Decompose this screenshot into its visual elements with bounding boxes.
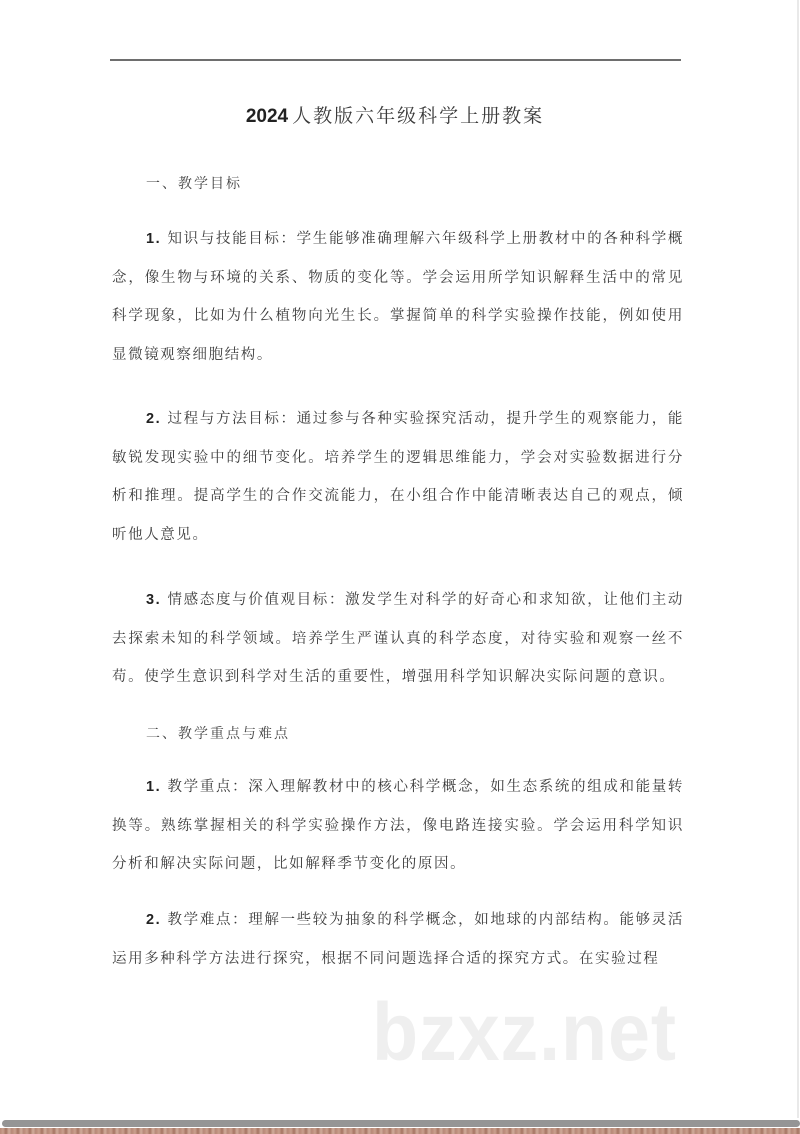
paragraph-difficult-point bbox=[112, 901, 684, 978]
item-number: 2. bbox=[146, 912, 162, 928]
document-title bbox=[0, 101, 790, 128]
paragraph-key-point bbox=[112, 768, 684, 884]
paragraph-goal-3 bbox=[112, 581, 684, 697]
header-rule bbox=[110, 59, 681, 61]
item-text: 情感态度与价值观目标：激发学生对科学的好奇心和求知欲，让他们主动去探索未知的科学领域。培养学生严谨认真的科学态度，对待实验和观察一丝不苟。使学生意识到科学对生活的重要性，增强用科学知识解决实际问题的意识。 bbox=[112, 592, 684, 685]
item-text: 教学重点：深入理解教材中的核心科学概念，如生态系统的组成和能量转换等。熟练掌握相关的科学实验操作方法，像电路连接实验。学会运用科学知识分析和解决实际问题，比如解释季节变化的原因。 bbox=[112, 779, 684, 872]
section-heading-goals: 一、教学目标 bbox=[146, 176, 242, 192]
item-number: 1. bbox=[146, 779, 162, 795]
item-text: 过程与方法目标：通过参与各种实验探究活动，提升学生的观察能力，能敏锐发现实验中的细节变化。培养学生的逻辑思维能力，学会对实验数据进行分析和推理。提高学生的合作交流能力，在小组合作中能清晰表达自己的观点，倾听他人意见。 bbox=[112, 411, 684, 543]
title-text: 人教版六年级科学上册教案 bbox=[292, 105, 545, 127]
section-heading-key-points: 二、教学重点与难点 bbox=[146, 726, 290, 742]
watermark: bzxz.net bbox=[372, 987, 677, 1078]
paragraph-goal-2 bbox=[112, 400, 684, 554]
background-strip bbox=[0, 1128, 800, 1134]
title-year: 2024 bbox=[245, 106, 289, 127]
horizontal-scrollbar[interactable] bbox=[2, 1120, 800, 1127]
item-number: 1. bbox=[146, 231, 162, 247]
item-number: 3. bbox=[146, 592, 162, 608]
item-text: 知识与技能目标：学生能够准确理解六年级科学上册教材中的各种科学概念，像生物与环境的关系、物质的变化等。学会运用所学知识解释生活中的常见科学现象，比如为什么植物向光生长。掌握简单的科学实验操作技能，例如使用显微镜观察细胞结构。 bbox=[112, 231, 684, 363]
item-text: 教学难点：理解一些较为抽象的科学概念，如地球的内部结构。能够灵活运用多种科学方法进行探究，根据不同问题选择合适的探究方式。在实验过程 bbox=[112, 912, 684, 967]
paragraph-goal-1 bbox=[112, 220, 684, 374]
item-number: 2. bbox=[146, 411, 162, 427]
